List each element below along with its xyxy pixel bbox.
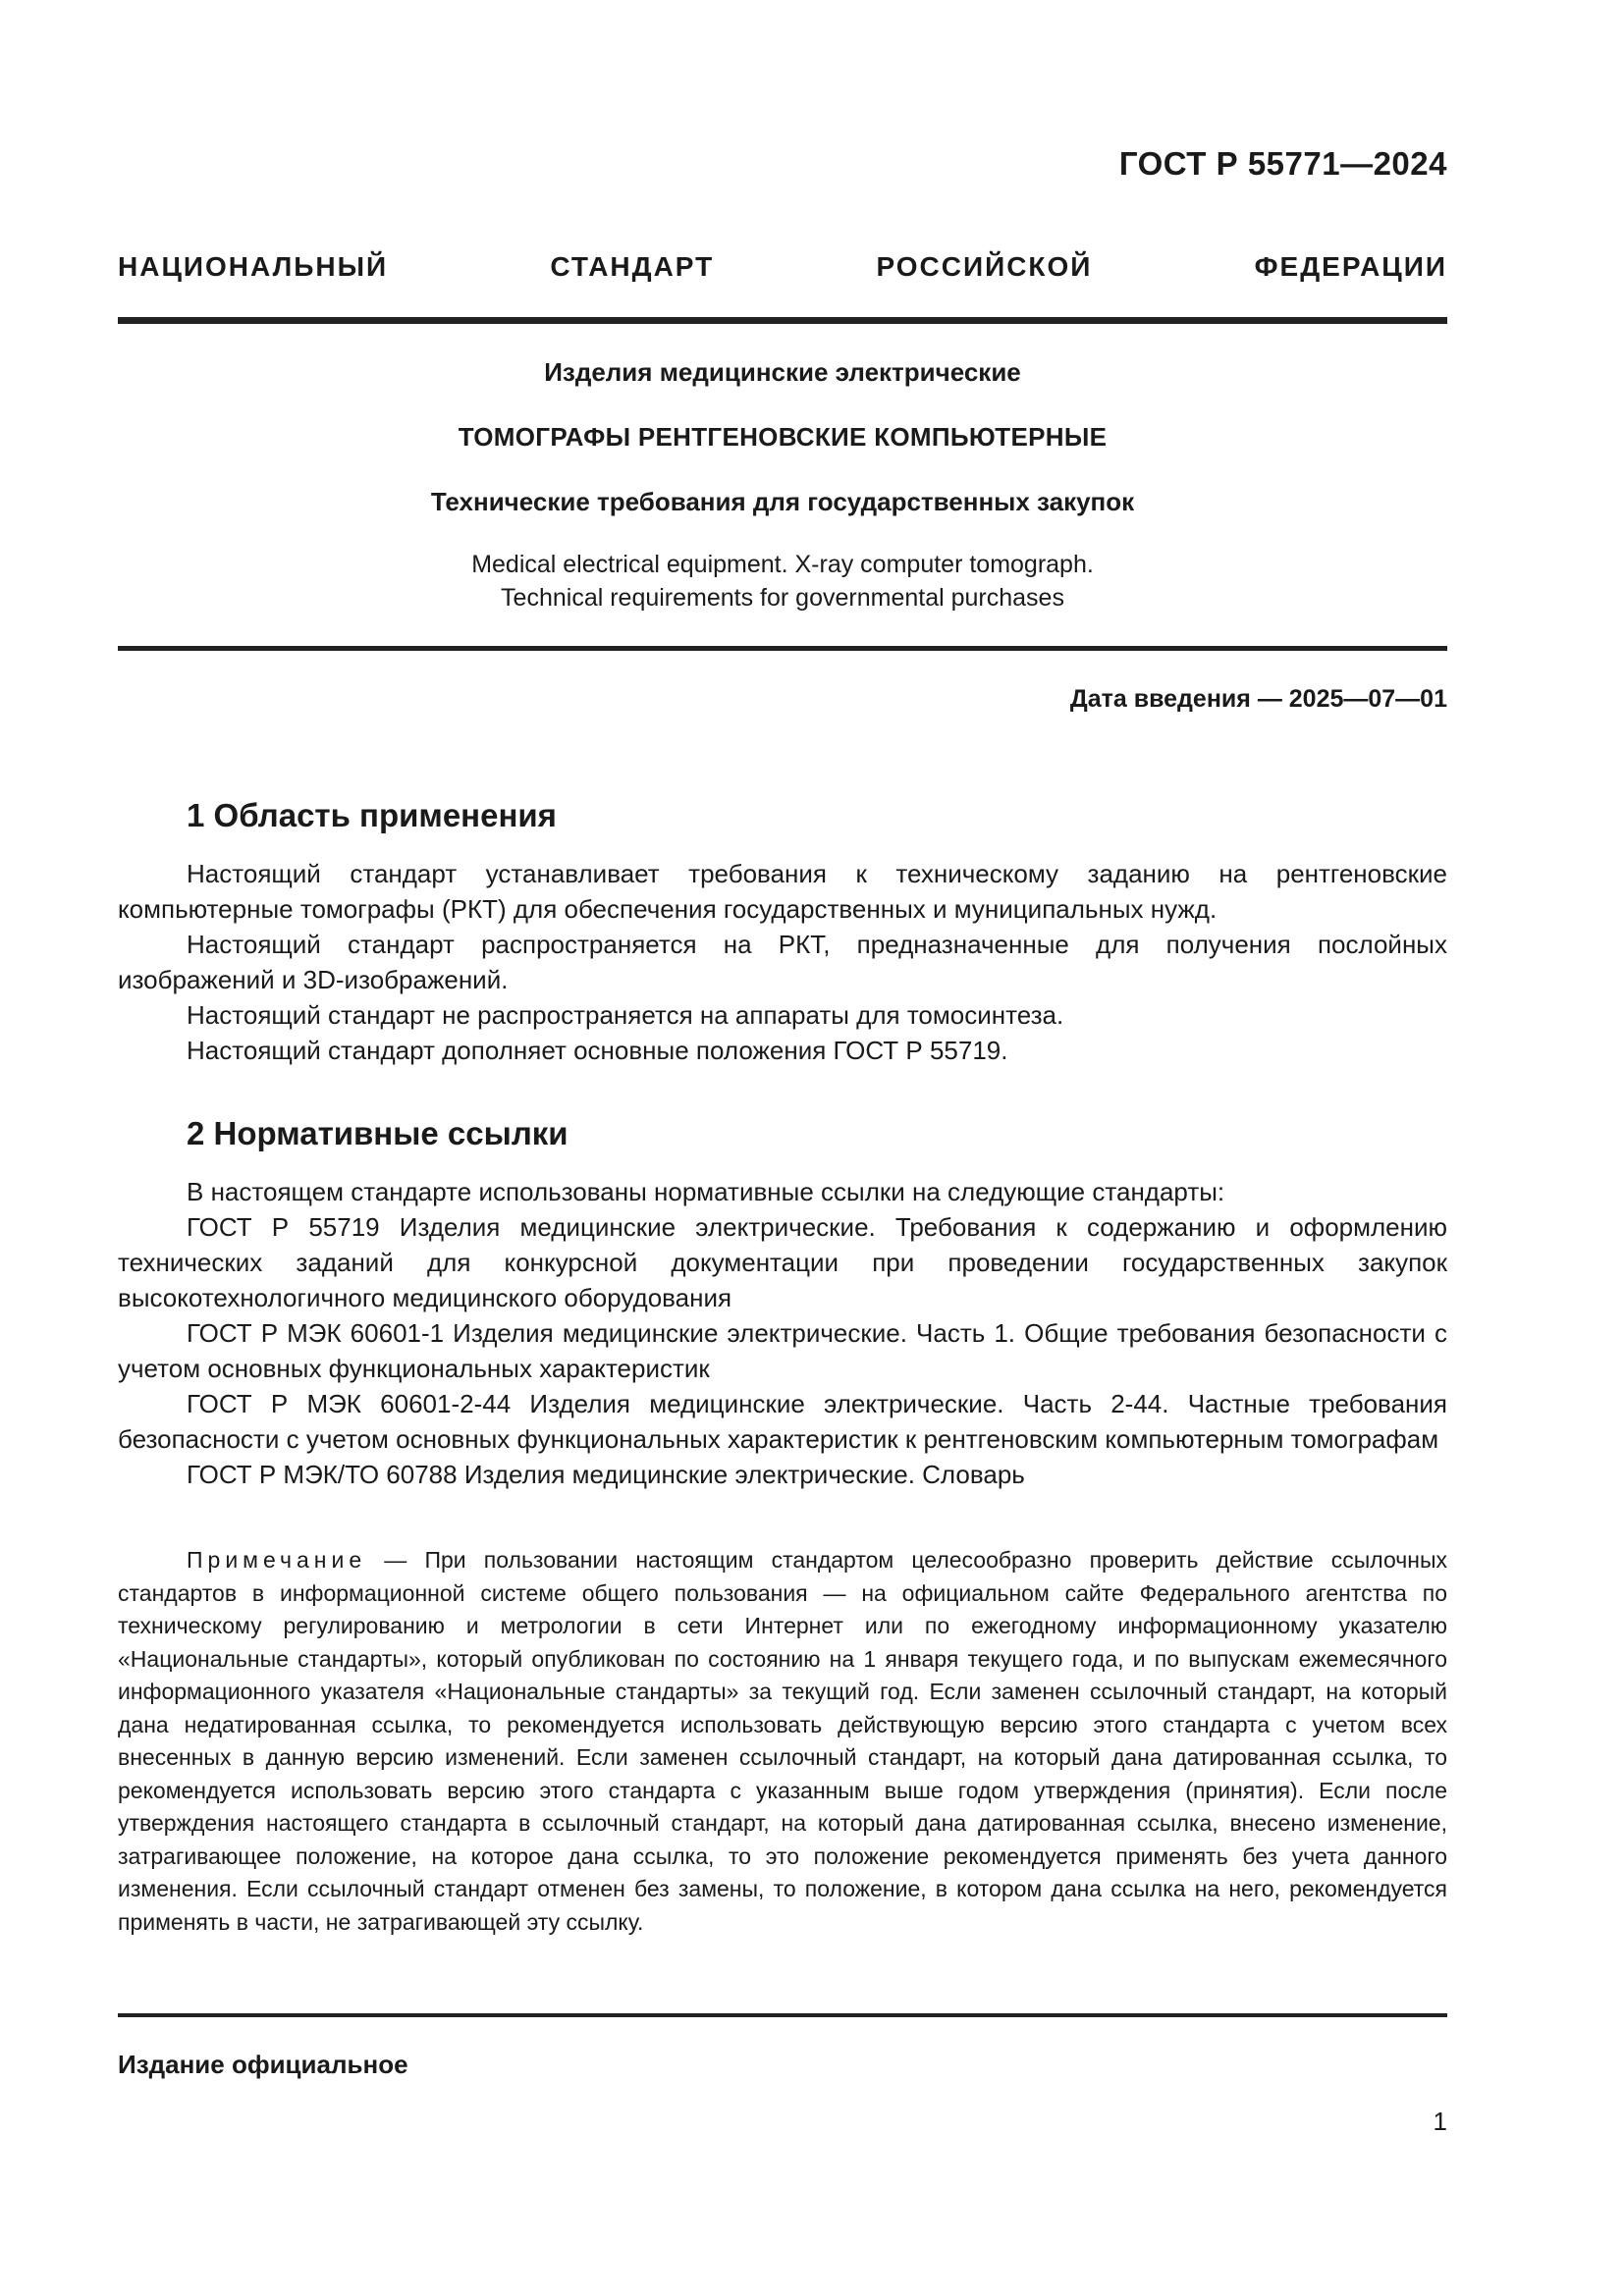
note-block: [118, 1544, 1447, 1939]
english-title: [118, 548, 1447, 614]
section-1-paragraph: Настоящий стандарт устанавливает требования к техническому заданию на рентгеновские компьютерные томографы (РКТ) для обеспечения государственных и муниципальных нужд.: [118, 859, 1447, 924]
section-1-paragraph: Настоящий стандарт не распространяется на аппараты для томосинтеза.: [187, 1000, 1064, 1030]
reference-item: ГОСТ Р МЭК 60601-1 Изделия медицинские электрические. Часть 1. Общие требования безопасности с учетом основных функциональных характеристик: [118, 1318, 1447, 1383]
title-line-1: Изделия медицинские электрические: [544, 357, 1021, 387]
title-divider: [118, 646, 1447, 651]
english-title-line-1: Medical electrical equipment. X-ray computer tomograph.: [471, 551, 1094, 578]
title-line-2: ТОМОГРАФЫ РЕНТГЕНОВСКИЕ КОМПЬЮТЕРНЫЕ: [458, 422, 1108, 452]
reference-item: ГОСТ Р МЭК 60601-2-44 Изделия медицинские электрические. Часть 2-44. Частные требования безопасности с учетом основных функциональных характеристик к рентгеновским компьютерным томографам: [118, 1389, 1447, 1454]
page-number: 1: [1433, 2107, 1447, 2136]
section-1-body: [118, 856, 1447, 1068]
note-paragraph: [118, 1544, 1447, 1939]
section-2-heading: 2 Нормативные ссылки: [187, 1115, 568, 1151]
top-divider: [118, 317, 1447, 324]
english-title-line-2: Technical requirements for governmental purchases: [501, 584, 1064, 612]
note-label: Примечание: [187, 1547, 367, 1573]
section-1-paragraph: Настоящий стандарт распространяется на РКТ, предназначенные для получения послойных изображений и 3D-изображений.: [118, 930, 1447, 994]
references-intro: В настоящем стандарте использованы нормативные ссылки на следующие стандарты:: [187, 1177, 1225, 1206]
note-text: — При пользовании настоящим стандартом целесообразно проверить действие ссылочных стандартов в информационной системе общего пользования — на официальном сайте Федерального агентства по техническому регулированию и метрологии в сети Интернет или по ежегодному информационному указателю «Национальные стандарты», который опубликован по состоянию на 1 января текущего года, и по выпускам ежемесячного информационного указателя «Национальные стандарты» за текущий год. Если заменен ссылочный стандарт, на который дана недатированная ссылка, то рекомендуется использовать действующую версию этого стандарта с учетом всех внесенных в данную версию изменений. Если заменен ссылочный стандарт, на который дана датированная ссылка, то рекомендуется использовать версию этого стандарта с указанным выше годом утверждения (принятия). Если после утверждения настоящего стандарта в ссылочный стандарт, на который дана датированная ссылка, внесено изменение, затрагивающее положение, на которое дана ссылка, то это положение рекомендуется применять без учета данного изменения. Если ссылочный стандарт отменен без замены, то положение, в котором дана ссылка на него, рекомендуется применять в части, не затрагивающей эту ссылку.: [118, 1547, 1447, 1935]
national-standard-title: НАЦИОНАЛЬНЫЙ СТАНДАРТ РОССИЙСКОЙ ФЕДЕРАЦИИ: [118, 251, 1447, 282]
gost-number: ГОСТ Р 55771—2024: [1118, 145, 1447, 182]
section-1-heading: 1 Область применения: [187, 797, 557, 833]
title-line-3: Технические требования для государственных закупок: [430, 487, 1135, 516]
reference-item: ГОСТ Р 55719 Изделия медицинские электрические. Требования к содержанию и оформлению технических заданий для конкурсной документации при проведении государственных закупок высокотехнологичного медицинского оборудования: [118, 1212, 1447, 1312]
section-1-paragraph: Настоящий стандарт дополняет основные положения ГОСТ Р 55719.: [187, 1036, 1008, 1065]
reference-item: ГОСТ Р МЭК/ТО 60788 Изделия медицинские электрические. Словарь: [187, 1460, 1025, 1489]
footer-divider: [118, 2013, 1447, 2017]
introduction-date: Дата введения — 2025—07—01: [1069, 685, 1447, 713]
official-edition-label: Издание официальное: [118, 2050, 408, 2079]
section-2-body: [118, 1174, 1447, 1492]
